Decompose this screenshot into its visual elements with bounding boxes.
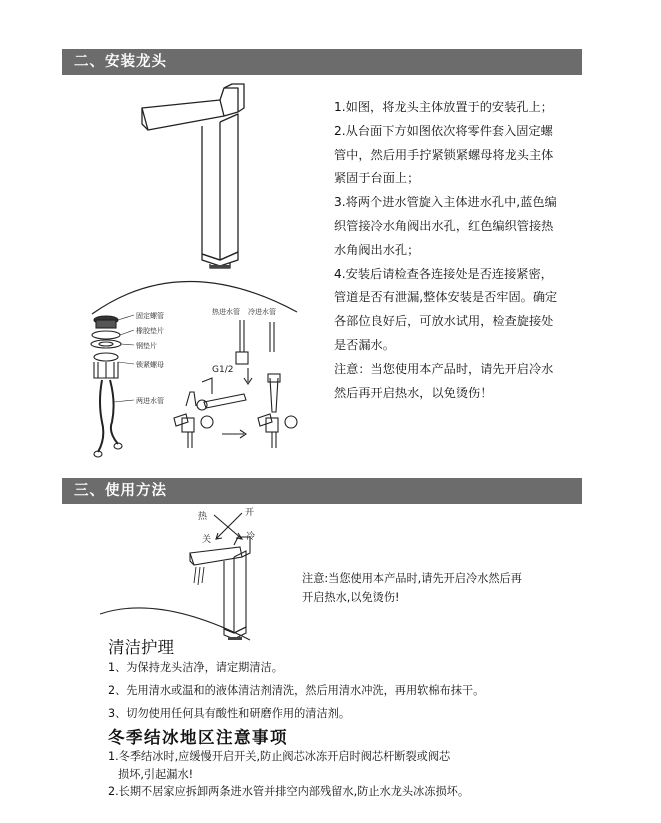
dial-hot: 热 (198, 512, 208, 522)
cleaning-list (108, 656, 484, 725)
section-header-usage: 三、使用方法 (62, 478, 582, 504)
install-steps (334, 96, 574, 405)
install-step-line: 紧固于台面上； (334, 171, 420, 186)
dial-cold: 冷 (246, 532, 256, 542)
cleaning-item: 2、先用清水或温和的液体清洁剂清洗，然后用清水冲洗，再用软棉布抹干。 (108, 684, 485, 697)
label-steel-gasket: 钢垫片 (136, 342, 157, 350)
winter-item: 2.长期不居家应拆卸两条进水管并排空内部残留水,防止水龙头冰冻损坏。 (108, 785, 470, 798)
dial-close: 关 (202, 535, 212, 545)
cleaning-item: 1、为保持龙头洁净，请定期清洁。 (108, 661, 283, 674)
install-step-line: 水角阀出水孔； (334, 242, 420, 257)
install-step-line: 3.将两个进水管旋入主体进水孔中,蓝色编 (334, 195, 557, 210)
usage-note (302, 569, 552, 607)
label-fixing-pipe: 固定螺管 (136, 312, 164, 320)
winter-item-continued: 损坏,引起漏水! (118, 767, 194, 781)
section-header-install: 二、安装龙头 (62, 49, 582, 75)
winter-list (108, 749, 548, 802)
install-step-line: 织管接冷水角阀出水孔，红色编织管接热 (334, 218, 554, 233)
install-step-line: 管道是否有泄漏,整体安装是否牢固。确定 (334, 290, 558, 305)
usage-note-line: 注意:当您使用本产品时,请先开启冷水然后再 (302, 572, 522, 585)
install-step-line: 是否漏水。 (334, 337, 395, 352)
label-cold-pipe: 冷进水管 (248, 308, 276, 316)
install-step-line: 1.如图，将龙头主体放置于的安装孔上； (334, 100, 553, 114)
label-lock-nut: 锁紧螺母 (136, 361, 164, 369)
dial-open: 开 (245, 508, 255, 518)
install-note-line: 然后再开启热水，以免烫伤！ (334, 385, 493, 400)
install-step-line: 管中，然后用手拧紧锁紧螺母将龙头主体 (334, 147, 554, 162)
label-thread-size: G1/2 (212, 365, 234, 375)
install-step-line: 4.安装后请检查各连接处是否连接紧密， (334, 266, 553, 281)
label-inlet-hoses: 两进水管 (136, 397, 164, 405)
cleaning-item: 3、切勿使用任何具有酸性和研磨作用的清洁剂。 (108, 707, 351, 720)
winter-heading: 冬季结冰地区注意事项 (108, 728, 288, 747)
label-hot-pipe: 热进水管 (212, 308, 240, 316)
winter-item: 1.冬季结冰时,应缓慢开启开关,防止阀芯冰冻开启时阀芯杆断裂或阀芯 (108, 750, 451, 763)
usage-note-line: 开启热水,以免烫伤! (302, 591, 400, 604)
install-step-line: 2.从台面下方如图依次将零件套入固定螺 (334, 123, 553, 138)
label-rubber-gasket: 橡胶垫片 (136, 327, 164, 335)
cleaning-heading: 清洁护理 (108, 638, 174, 657)
install-diagram (62, 82, 324, 467)
install-note-line: 注意：当您使用本产品时，请先开启冷水 (334, 361, 554, 376)
install-step-line: 各部位良好后，可放水试用，检查旋接处 (334, 314, 554, 329)
